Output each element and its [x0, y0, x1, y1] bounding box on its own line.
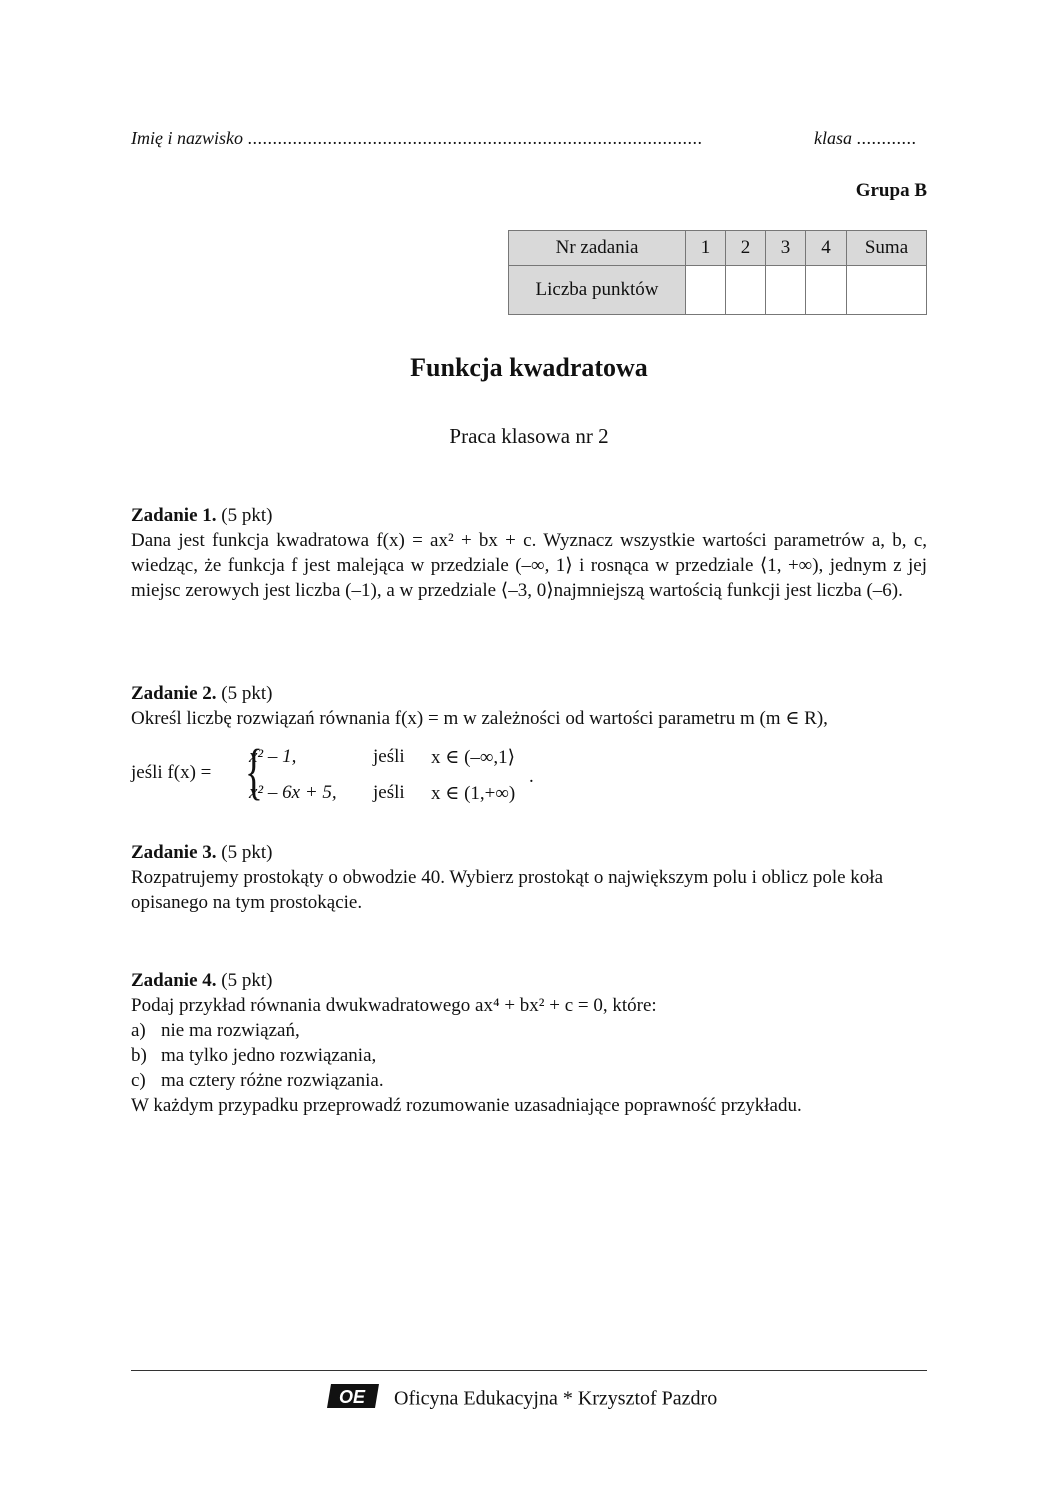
task-4-points: (5 pkt) [221, 970, 273, 991]
page-title: Funkcja kwadratowa [410, 353, 648, 382]
task-2-text: Określ liczbę rozwiązań równania f(x) = m w zależności od wartości parametru m (m ∈ R), [131, 708, 828, 729]
case-1-expression: x² – 1, [249, 746, 297, 767]
task-3-points: (5 pkt) [221, 842, 273, 863]
case-2-expression: x² – 6x + 5, [249, 782, 337, 803]
svg-text:OE: OE [338, 1387, 366, 1407]
option-a [131, 1018, 927, 1043]
piecewise-intro: jeśli f(x) = [131, 762, 212, 783]
group-label: Grupa B [855, 180, 927, 201]
publisher-logo-icon [325, 1382, 381, 1416]
option-c-letter: c) [131, 1070, 146, 1091]
footer-divider [131, 1370, 927, 1371]
footer [325, 1382, 717, 1414]
option-c [131, 1068, 927, 1093]
score-cell-sum[interactable] [847, 266, 927, 315]
score-header-2: 2 [726, 231, 766, 266]
score-header-1: 1 [686, 231, 726, 266]
klasa-label: klasa [814, 128, 852, 148]
page-subtitle: Praca klasowa nr 2 [449, 424, 609, 448]
task-1-text: Dana jest funkcja kwadratowa f(x) = ax² + bx + c. Wyznacz wszystkie wartości parametrów a, b, c, wiedząc, że funkcja f jest malejąca w przedziale (–∞, 1⟩ i rosnąca w przedziale ⟨1, +∞), jednym z jej miejsc zerowych jest liczba (–1), a w przedziale ⟨–3, 0⟩najmniejszą wartością funkcji jest liczba (–6). [131, 530, 927, 601]
score-header-3: 3 [766, 231, 806, 266]
score-header-4: 4 [806, 231, 847, 266]
task-4-heading: Zadanie 4. [131, 970, 217, 991]
option-b-letter: b) [131, 1045, 147, 1066]
option-c-text: ma cztery różne rozwiązania. [161, 1070, 384, 1091]
score-header-sum: Suma [847, 231, 927, 266]
piecewise-function [131, 738, 591, 810]
option-a-letter: a) [131, 1020, 146, 1041]
student-header [131, 128, 927, 149]
task-4 [131, 968, 927, 1118]
publisher-name: Oficyna Edukacyjna * Krzysztof Pazdro [394, 1387, 718, 1410]
name-field: ........................................................................................... [247, 128, 703, 148]
case-1-set: x ∈ (–∞,1⟩ [431, 747, 516, 768]
task-2-heading: Zadanie 2. [131, 683, 217, 704]
task-1 [131, 503, 927, 603]
score-cell-1[interactable] [686, 266, 726, 315]
score-table [508, 230, 927, 315]
score-header-task-nr: Nr zadania [509, 231, 686, 266]
task-4-options [131, 1018, 927, 1093]
score-cell-4[interactable] [806, 266, 847, 315]
case-2-condition: jeśli [373, 782, 405, 803]
case-1-condition: jeśli [373, 746, 405, 767]
task-4-closing: W każdym przypadku przeprowadź rozumowanie uzasadniające poprawność przykładu. [131, 1095, 802, 1116]
name-label: Imię i nazwisko [131, 128, 243, 148]
task-4-text: Podaj przykład równania dwukwadratowego ax⁴ + bx² + c = 0, które: [131, 995, 657, 1016]
task-1-points: (5 pkt) [221, 505, 273, 526]
score-row-label: Liczba punktów [509, 266, 686, 315]
task-3 [131, 840, 927, 915]
piecewise-end: . [529, 766, 534, 787]
score-cell-3[interactable] [766, 266, 806, 315]
task-1-heading: Zadanie 1. [131, 505, 217, 526]
option-b [131, 1043, 927, 1068]
task-3-heading: Zadanie 3. [131, 842, 217, 863]
task-2-points: (5 pkt) [221, 683, 273, 704]
task-2 [131, 681, 927, 731]
option-b-text: ma tylko jedno rozwiązania, [161, 1045, 377, 1066]
left-brace-symbol: { [244, 738, 263, 806]
option-a-text: nie ma rozwiązań, [161, 1020, 300, 1041]
task-3-text: Rozpatrujemy prostokąty o obwodzie 40. Wybierz prostokąt o największym polu i oblicz pole koła opisanego na tym prostokącie. [131, 867, 884, 913]
score-cell-2[interactable] [726, 266, 766, 315]
case-2-set: x ∈ (1,+∞) [431, 783, 516, 804]
klasa-field: ............ [856, 128, 917, 148]
